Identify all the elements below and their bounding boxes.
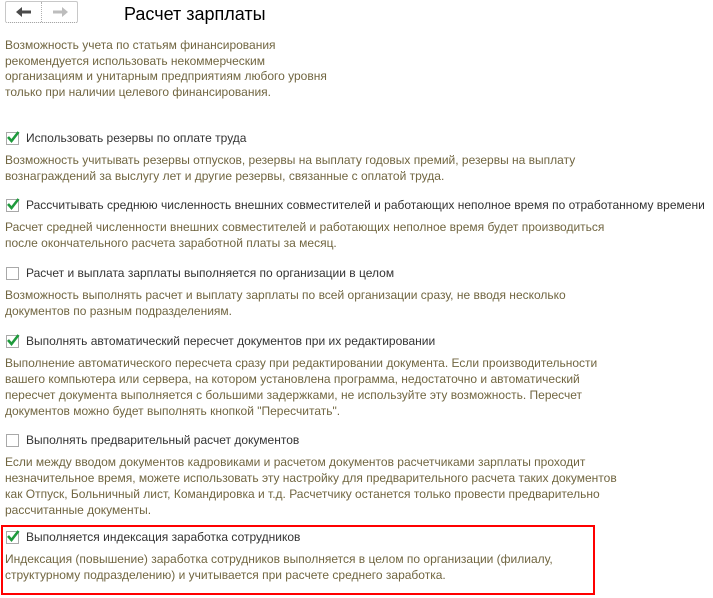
option-label[interactable]: Использовать резервы по оплате труда: [26, 131, 247, 145]
financing-note: Возможность учета по статьям финансирования рекомендуется использовать некоммерческим организациям и унитарным предприятиям любого уровня только при наличии целевого финансирования.: [5, 38, 327, 99]
option-description: Возможность учитывать резервы отпусков, резервы на выплату годовых премий, резервы на выплату вознаграждений за выслугу лет и другие резервы, связанные с оплатой труда.: [5, 153, 576, 183]
back-button[interactable]: [6, 2, 41, 22]
option-salary-indexation: [5, 529, 713, 583]
option-salary-reserves: [5, 130, 713, 184]
option-description: Если между вводом документов кадровиками и расчетом документов расчетчиками зарплаты проходит незначительное время, можете использовать эту настройку для предварительного расчета таких документов как Отпуск, Больничный лист, Командировка и т.д. Расчетчику останется только провести предварительно рассчитанные документы.: [5, 455, 617, 517]
option-label[interactable]: Выполнять предварительный расчет документов: [26, 433, 300, 447]
option-average-headcount: [5, 197, 713, 251]
option-description: Индексация (повышение) заработка сотрудников выполняется в целом по организации (филиалу, структурному подразделению) и учитывается при расчете среднего заработка.: [5, 552, 553, 582]
forward-button[interactable]: [41, 2, 77, 22]
option-description: Возможность выполнять расчет и выплату зарплаты по всей организации сразу, не вводя несколько документов по разным подразделениям.: [5, 288, 566, 318]
option-description: Расчет средней численности внешних совместителей и работающих неполное время будет производиться после окончательного расчета заработной платы за месяц.: [5, 220, 605, 250]
arrow-right-icon: [52, 7, 68, 17]
arrow-left-icon: [16, 7, 32, 17]
check-icon: [6, 130, 20, 144]
checkbox-salary-indexation[interactable]: [6, 531, 19, 544]
checkbox-auto-recalc[interactable]: [6, 335, 19, 348]
option-organization-wide: [5, 265, 713, 319]
option-preliminary-calc: [5, 432, 713, 518]
option-label[interactable]: Выполнять автоматический пересчет документов при их редактировании: [26, 334, 436, 348]
check-icon: [6, 197, 20, 211]
option-description: Выполнение автоматического пересчета сразу при редактировании документа. Если производительности вашего компьютера или сервера, на котором установлена программа, недостаточно и автоматический пересчет документа выполняется с большими задержками, не используйте эту возможность. Пересчет документов можно будет выполнять кнопкой "Пересчитать".: [5, 356, 598, 418]
check-icon: [6, 333, 20, 347]
option-label[interactable]: Выполняется индексация заработка сотрудников: [26, 530, 301, 544]
option-label[interactable]: Расчет и выплата зарплаты выполняется по организации в целом: [26, 266, 395, 280]
checkbox-average-headcount[interactable]: [6, 199, 19, 212]
option-label[interactable]: Рассчитывать среднюю численность внешних совместителей и работающих неполное время по отработанному времени: [26, 198, 705, 212]
option-auto-recalc: [5, 333, 713, 419]
history-nav: [5, 1, 78, 23]
checkbox-salary-reserves[interactable]: [6, 132, 19, 145]
checkbox-preliminary-calc[interactable]: [6, 434, 19, 447]
checkbox-organization-wide[interactable]: [6, 267, 19, 280]
page-title: Расчет зарплаты: [124, 4, 266, 24]
check-icon: [6, 529, 20, 543]
